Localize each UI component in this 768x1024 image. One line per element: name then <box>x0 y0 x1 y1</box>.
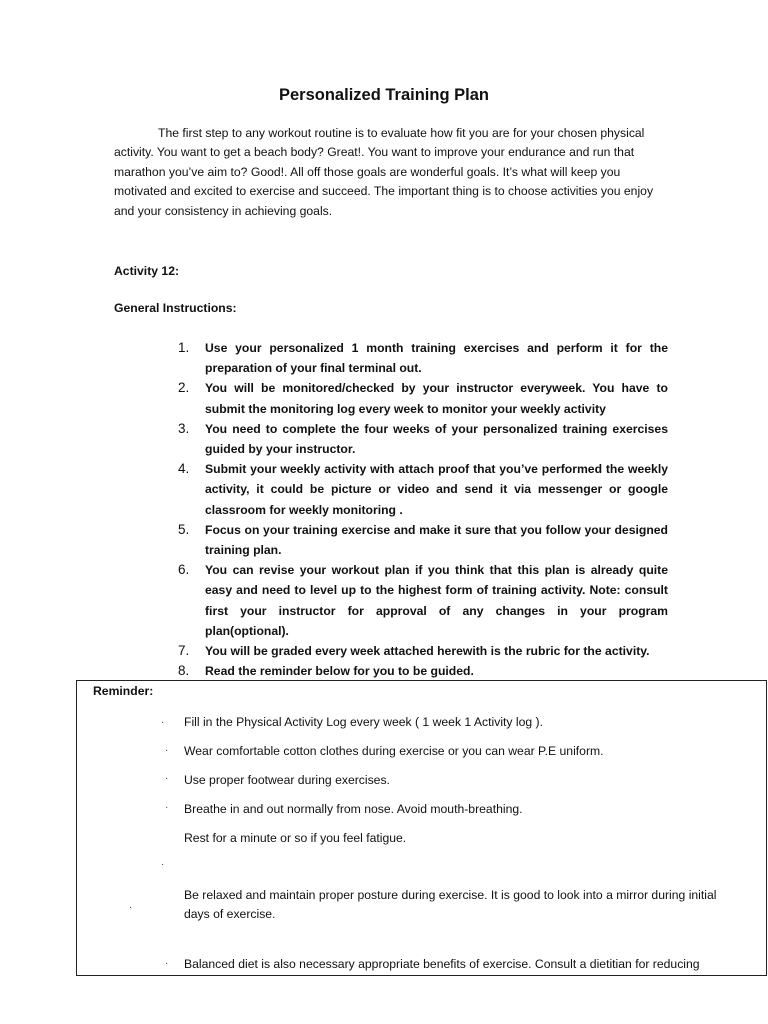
reminder-item: Rest for a minute or so if you feel fatigue. <box>184 831 407 845</box>
instruction-text: You will be graded every week attached herewith is the rubric for the activity. <box>205 644 650 659</box>
instruction-item <box>178 338 668 378</box>
reminder-item: Wear comfortable cotton clothes during exercise or you can wear P.E uniform. <box>184 744 604 758</box>
instruction-item <box>178 459 668 520</box>
instruction-text: You will be monitored/checked by your instructor everyweek. You have to submit the monitoring log every week to monitor your weekly activity <box>205 381 668 416</box>
intro-paragraph: The first step to any workout routine is to evaluate how fit you are for your chosen physical activity. You want to get a beach body? Great!. You want to improve your endurance and run that marathon you’ve aim to? Good!. All off those goals are wonderful goals. It’s what will keep you motivated and excited to exercise and succeed. The important thing is to choose activities you enjoy and your consistency in achieving goals. <box>114 126 654 218</box>
reminder-item: Breathe in and out normally from nose. Avoid mouth-breathing. <box>184 802 523 816</box>
instruction-text: Read the reminder below for you to be guided. <box>205 664 474 679</box>
reminder-title: Reminder: <box>93 684 154 698</box>
reminder-item: Use proper footwear during exercises. <box>184 773 390 787</box>
instructions-heading: General Instructions: <box>114 301 237 315</box>
activity-heading: Activity 12: <box>114 264 180 278</box>
instruction-text: Focus on your training exercise and make it sure that you follow your designed training plan. <box>205 522 668 558</box>
instruction-number: 6. <box>178 562 190 578</box>
instruction-item <box>178 378 668 418</box>
instruction-item <box>178 520 668 560</box>
instruction-number: 8. <box>178 663 190 679</box>
instructions-list <box>178 338 668 681</box>
reminder-box <box>76 680 767 976</box>
instruction-text: You can revise your workout plan if you think that this plan is already quite easy and need to level up to the highest form of training activity. Note: consult first your instructor for approval of any changes in your program plan(optional). <box>205 563 668 638</box>
instruction-number: 7. <box>178 643 190 659</box>
instruction-number: 4. <box>178 461 190 477</box>
instruction-text: Submit your weekly activity with attach proof that you’ve performed the weekly activity, it could be picture or video and send it via messenger or google classroom for weekly monitoring . <box>205 462 668 517</box>
instruction-number: 5. <box>178 521 190 537</box>
instruction-item <box>178 419 668 459</box>
instruction-item <box>178 661 668 681</box>
reminder-item: Be relaxed and maintain proper posture during exercise. It is good to look into a mirror during initial days of exercise. <box>184 888 717 921</box>
page-title: Personalized Training Plan <box>279 86 489 104</box>
instruction-number: 2. <box>178 380 190 396</box>
bullet-icon: · <box>165 802 169 813</box>
reminder-item: Fill in the Physical Activity Log every week ( 1 week 1 Activity log ). <box>184 715 543 729</box>
bullet-icon: · <box>161 717 165 728</box>
instruction-number: 1. <box>178 340 190 355</box>
bullet-icon: · <box>161 859 165 870</box>
instruction-text: You need to complete the four weeks of your personalized training exercises guided by your instructor. <box>205 421 668 457</box>
instruction-text: Use your personalized 1 month training exercises and perform it for the preparation of your final terminal out. <box>205 341 668 376</box>
bullet-icon: · <box>165 958 169 969</box>
instruction-number: 3. <box>178 420 190 436</box>
instruction-item <box>178 560 668 641</box>
bullet-icon: · <box>165 745 169 756</box>
bullet-icon: · <box>129 902 133 913</box>
reminder-item: Balanced diet is also necessary appropriate benefits of exercise. Consult a dietitian for reducing <box>184 957 700 971</box>
bullet-icon: · <box>165 773 169 784</box>
instruction-item <box>178 641 668 661</box>
